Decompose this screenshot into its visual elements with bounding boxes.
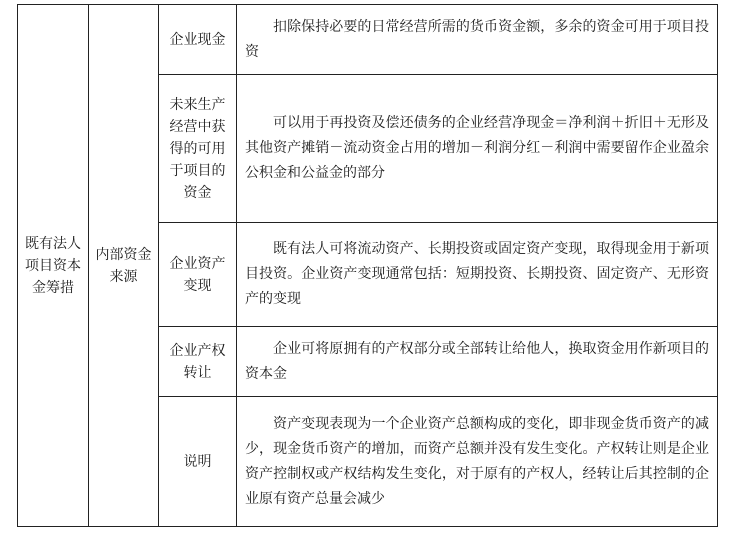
row-content: 可以用于再投资及偿还债务的企业经营净现金＝净利润＋折旧＋无形及其他资产摊销－流动资金占用的增加－利润分红－利润中需要留作企业盈余公积金和公益金的部分	[245, 115, 709, 181]
row-label-cell	[159, 75, 237, 223]
category-label: 既有法人项目资本金筹措	[25, 235, 81, 296]
row-content-cell	[237, 397, 718, 527]
row-label-cell	[159, 223, 237, 327]
row-label-cell	[159, 5, 237, 75]
row-label: 企业产权转让	[169, 342, 226, 381]
row-label: 企业现金	[169, 31, 226, 48]
row-label-cell	[159, 397, 237, 527]
source-cell	[89, 5, 159, 527]
row-label: 未来生产经营中获得的可用于项目的资金	[169, 96, 226, 201]
source-label: 内部资金来源	[95, 246, 152, 285]
row-content: 扣除保持必要的日常经营所需的货币资金额，多余的资金可用于项目投资	[245, 18, 709, 60]
category-cell	[18, 5, 89, 527]
row-content-cell	[237, 5, 718, 75]
row-label: 说明	[183, 453, 212, 470]
row-content: 资产变现表现为一个企业资产总额构成的变化，即非现金货币资产的减少，现金货币资产的增加，而资产总额并没有发生变化。产权转让则是企业资产控制权或产权结构发生变化，对于原有的产权人，经转让后其控制的企业原有资产总量会减少	[245, 415, 709, 507]
row-label: 企业资产变现	[169, 255, 226, 294]
row-content: 既有法人可将流动资产、长期投资或固定资产变现，取得现金用于新项目投资。企业资产变现通常包括：短期投资、长期投资、固定资产、无形资产的变现	[245, 241, 709, 307]
row-label-cell	[159, 327, 237, 397]
row-content: 企业可将原拥有的产权部分或全部转让给他人，换取资金用作新项目的资本金	[245, 340, 709, 382]
table-row	[18, 5, 718, 75]
row-content-cell	[237, 75, 718, 223]
row-content-cell	[237, 327, 718, 397]
row-content-cell	[237, 223, 718, 327]
capital-financing-table	[17, 4, 718, 527]
